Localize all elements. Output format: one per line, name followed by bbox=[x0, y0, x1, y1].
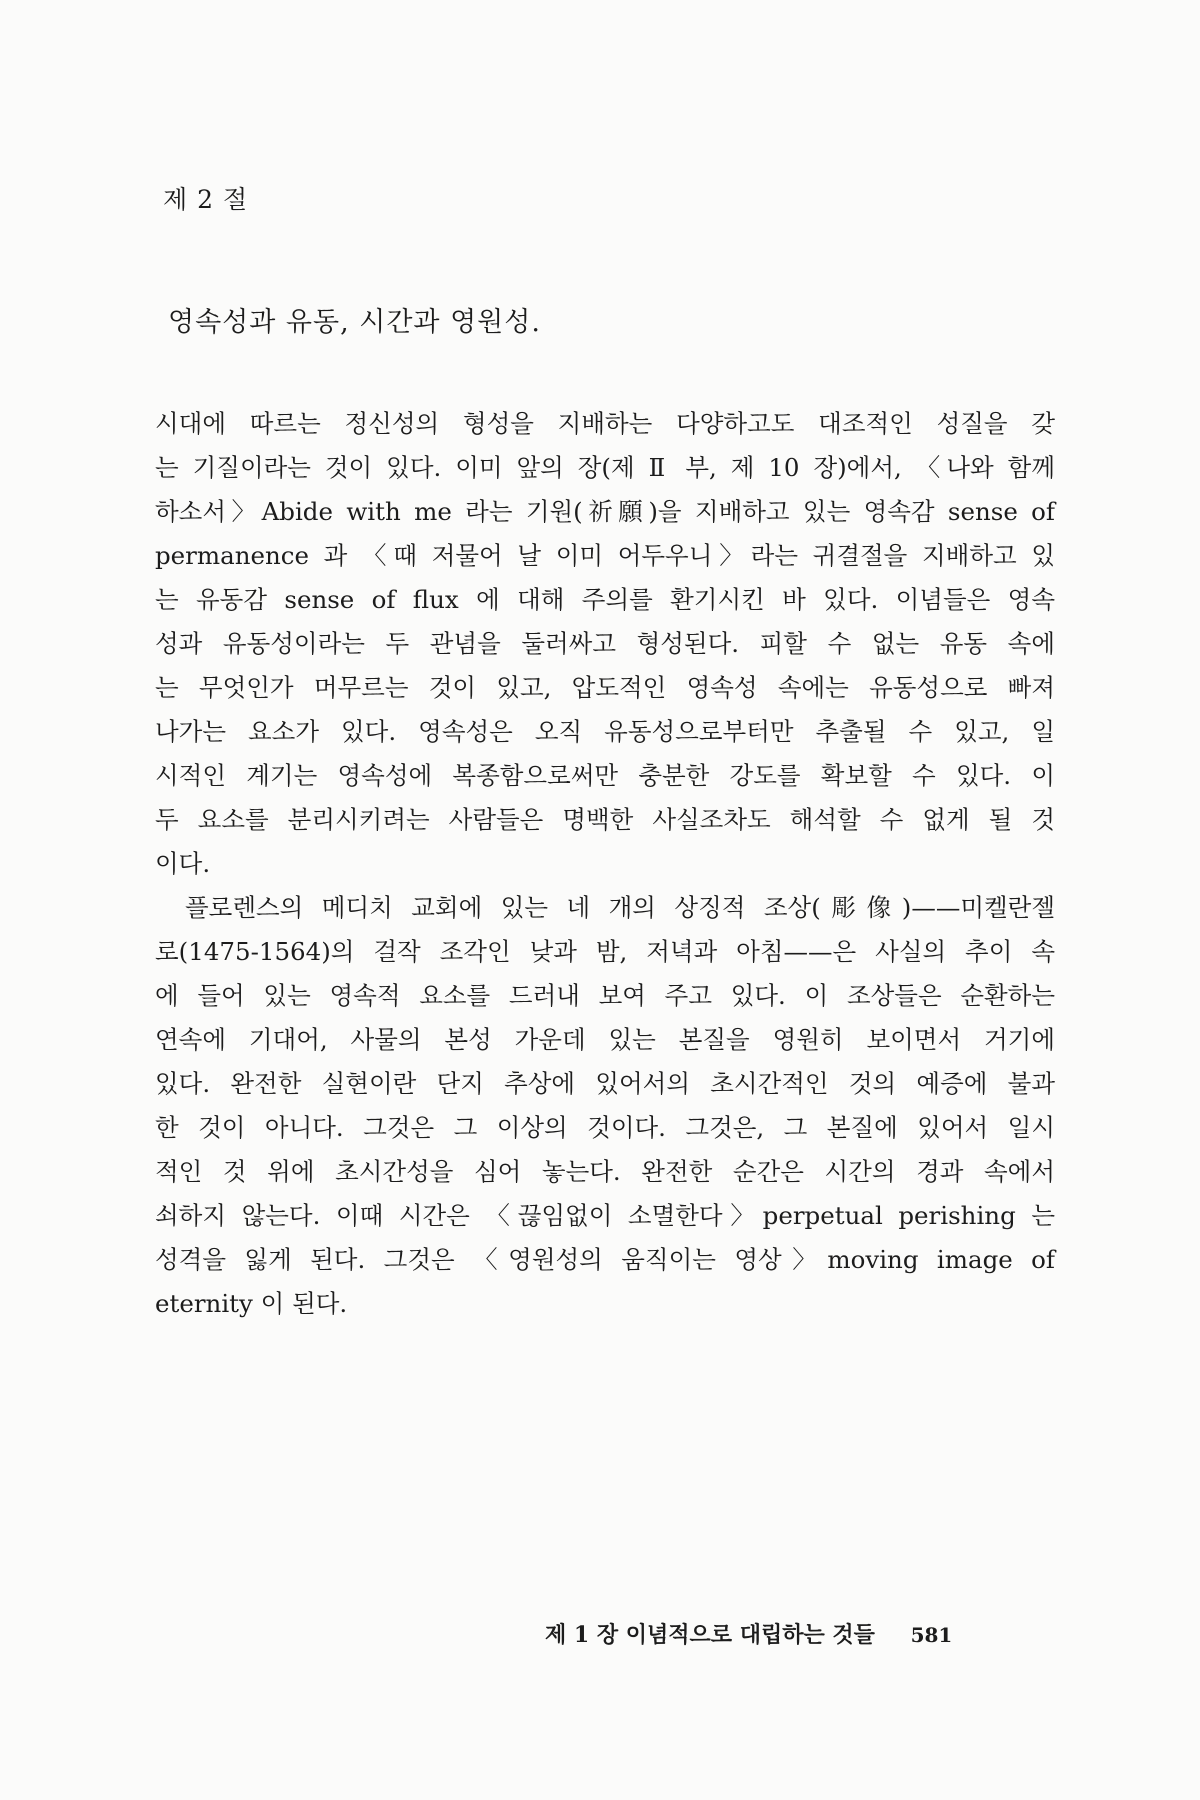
footer-chapter-title: 제 1 장 이념적으로 대립하는 것들 bbox=[545, 1622, 875, 1648]
text-line: 적인 것 위에 초시간성을 심어 놓는다. 완전한 순간은 시간의 경과 속에서 bbox=[155, 1157, 1055, 1186]
text-line: 있다. 완전한 실현이란 단지 추상에 있어서의 초시간적인 것의 예증에 불과 bbox=[155, 1069, 1055, 1098]
section-title: 영속성과 유동, 시간과 영원성. bbox=[168, 307, 541, 338]
text-line: 는 무엇인가 머무르는 것이 있고, 압도적인 영속성 속에는 유동성으로 빠져 bbox=[155, 673, 1055, 702]
text-line: 는 유동감 sense of flux 에 대해 주의를 환기시킨 바 있다. 이념들은 영속 bbox=[155, 585, 1055, 614]
text-line: 는 기질이라는 것이 있다. 이미 앞의 장(제 Ⅱ 부, 제 10 장)에서, 〈나와 함께 bbox=[155, 453, 1055, 482]
text-line: eternity 이 된다. bbox=[155, 1289, 348, 1318]
text-line: 에 들어 있는 영속적 요소를 드러내 보여 주고 있다. 이 조상들은 순환하는 bbox=[155, 981, 1055, 1010]
page-number: 581 bbox=[910, 1623, 953, 1647]
text-line: permanence 과 〈때 저물어 날 이미 어두우니〉라는 귀결절을 지배하고 있 bbox=[155, 541, 1055, 570]
text-line: 로(1475-1564)의 걸작 조각인 낮과 밤, 저녁과 아침——은 사실의 추이 속 bbox=[155, 937, 1055, 966]
text-line: 성과 유동성이라는 두 관념을 둘러싸고 형성된다. 피할 수 없는 유동 속에 bbox=[155, 629, 1055, 658]
text-line: 플로렌스의 메디치 교회에 있는 네 개의 상징적 조상(彫像)——미켈란젤 bbox=[185, 893, 1055, 922]
text-line: 연속에 기대어, 사물의 본성 가운데 있는 본질을 영원히 보이면서 거기에 bbox=[155, 1025, 1055, 1054]
text-line: 하소서〉Abide with me 라는 기원(祈願)을 지배하고 있는 영속감 sense of bbox=[155, 497, 1055, 526]
text-line: 이다. bbox=[155, 849, 211, 878]
text-line: 한 것이 아니다. 그것은 그 이상의 것이다. 그것은, 그 본질에 있어서 일시 bbox=[155, 1113, 1055, 1142]
body-text bbox=[155, 402, 1055, 1326]
text-line: 쇠하지 않는다. 이때 시간은 〈끊임없이 소멸한다〉perpetual perishing 는 bbox=[155, 1201, 1055, 1230]
running-footer bbox=[545, 1618, 1025, 1649]
paragraph-2 bbox=[155, 886, 1055, 1326]
text-line: 시적인 계기는 영속성에 복종함으로써만 충분한 강도를 확보할 수 있다. 이 bbox=[155, 761, 1055, 790]
text-line: 시대에 따르는 정신성의 형성을 지배하는 다양하고도 대조적인 성질을 갖 bbox=[155, 409, 1055, 438]
paragraph-1 bbox=[155, 402, 1055, 886]
section-label: 제 2 절 bbox=[163, 185, 249, 214]
text-line: 성격을 잃게 된다. 그것은 〈영원성의 움직이는 영상〉moving image of bbox=[155, 1245, 1055, 1274]
text-line: 나가는 요소가 있다. 영속성은 오직 유동성으로부터만 추출될 수 있고, 일 bbox=[155, 717, 1055, 746]
text-line: 두 요소를 분리시키려는 사람들은 명백한 사실조차도 해석할 수 없게 될 것 bbox=[155, 805, 1055, 834]
